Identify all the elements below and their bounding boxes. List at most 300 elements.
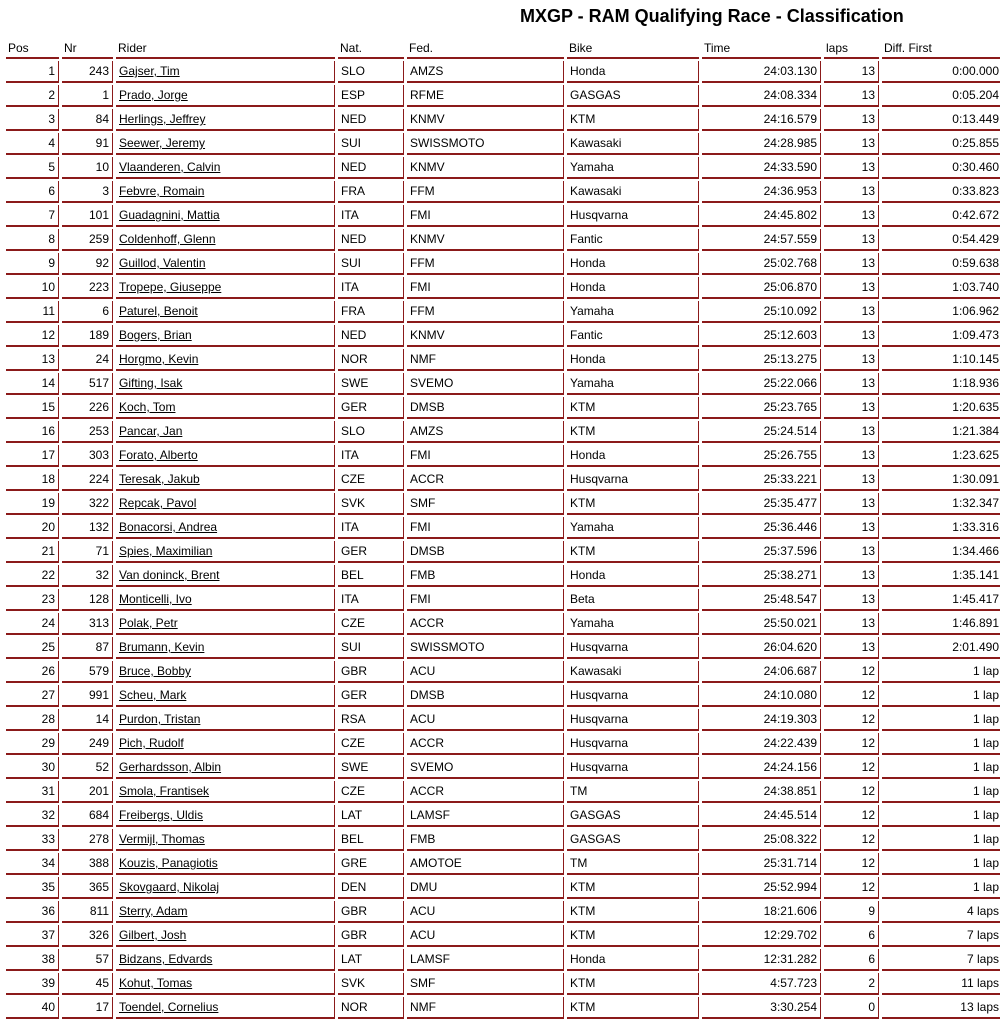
- cell-laps: 13: [824, 637, 879, 659]
- cell-pos: 19: [6, 493, 59, 515]
- cell-pos: 22: [6, 565, 59, 587]
- cell-pos: 18: [6, 469, 59, 491]
- cell-time: 25:12.603: [702, 325, 821, 347]
- cell-fed: AMZS: [407, 421, 564, 443]
- cell-nr: 84: [62, 109, 113, 131]
- cell-laps: 12: [824, 733, 879, 755]
- rider-link[interactable]: Polak, Petr: [119, 616, 178, 630]
- cell-time: 25:48.547: [702, 589, 821, 611]
- rider-link[interactable]: Gilbert, Josh: [119, 928, 187, 942]
- cell-nr: 313: [62, 613, 113, 635]
- cell-diff: 1:06.962: [882, 301, 1000, 323]
- cell-bike: Honda: [567, 565, 699, 587]
- cell-bike: Kawasaki: [567, 181, 699, 203]
- rider-link[interactable]: Spies, Maximilian: [119, 544, 213, 558]
- cell-fed: ACU: [407, 925, 564, 947]
- rider-link[interactable]: Paturel, Benoit: [119, 304, 198, 318]
- table-row: [6, 853, 1000, 875]
- cell-time: 24:45.802: [702, 205, 821, 227]
- rider-link[interactable]: Guadagnini, Mattia: [119, 208, 220, 222]
- cell-diff: 0:25.855: [882, 133, 1000, 155]
- table-row: [6, 301, 1000, 323]
- cell-time: 24:19.303: [702, 709, 821, 731]
- cell-diff: 1:33.316: [882, 517, 1000, 539]
- cell-nr: 101: [62, 205, 113, 227]
- cell-time: 25:23.765: [702, 397, 821, 419]
- col-header-nr: Nr: [62, 39, 113, 59]
- cell-nat: CZE: [338, 469, 404, 491]
- table-row: [6, 61, 1000, 83]
- cell-bike: KTM: [567, 397, 699, 419]
- cell-fed: FFM: [407, 253, 564, 275]
- cell-fed: RFME: [407, 85, 564, 107]
- rider-link[interactable]: Coldenhoff, Glenn: [119, 232, 216, 246]
- cell-laps: 13: [824, 493, 879, 515]
- cell-nr: 223: [62, 277, 113, 299]
- cell-pos: 25: [6, 637, 59, 659]
- cell-bike: Yamaha: [567, 613, 699, 635]
- cell-laps: 12: [824, 829, 879, 851]
- cell-nat: BEL: [338, 829, 404, 851]
- cell-nr: 326: [62, 925, 113, 947]
- cell-diff: 1:35.141: [882, 565, 1000, 587]
- cell-bike: KTM: [567, 925, 699, 947]
- cell-time: 24:22.439: [702, 733, 821, 755]
- cell-pos: 2: [6, 85, 59, 107]
- cell-pos: 16: [6, 421, 59, 443]
- cell-pos: 39: [6, 973, 59, 995]
- cell-nr: 92: [62, 253, 113, 275]
- cell-diff: 1:21.384: [882, 421, 1000, 443]
- cell-diff: 1 lap: [882, 805, 1000, 827]
- cell-nat: FRA: [338, 301, 404, 323]
- cell-pos: 11: [6, 301, 59, 323]
- cell-diff: 0:13.449: [882, 109, 1000, 131]
- cell-bike: Kawasaki: [567, 661, 699, 683]
- cell-pos: 26: [6, 661, 59, 683]
- rider-link[interactable]: Kohut, Tomas: [119, 976, 193, 990]
- table-body: [6, 61, 1000, 1019]
- cell-laps: 12: [824, 805, 879, 827]
- table-row: [6, 253, 1000, 275]
- cell-diff: 7 laps: [882, 949, 1000, 971]
- cell-nr: 322: [62, 493, 113, 515]
- rider-link[interactable]: Brumann, Kevin: [119, 640, 205, 654]
- cell-pos: 3: [6, 109, 59, 131]
- cell-nr: 249: [62, 733, 113, 755]
- rider-link[interactable]: Herlings, Jeffrey: [119, 112, 206, 126]
- cell-nat: NED: [338, 229, 404, 251]
- cell-laps: 12: [824, 661, 879, 683]
- cell-rider: [116, 805, 335, 827]
- cell-rider: [116, 877, 335, 899]
- cell-diff: 1 lap: [882, 877, 1000, 899]
- rider-link[interactable]: Sterry, Adam: [119, 904, 188, 918]
- cell-rider: [116, 253, 335, 275]
- cell-bike: Fantic: [567, 325, 699, 347]
- cell-pos: 4: [6, 133, 59, 155]
- cell-time: 24:38.851: [702, 781, 821, 803]
- cell-nr: 57: [62, 949, 113, 971]
- table-row: [6, 637, 1000, 659]
- table-row: [6, 997, 1000, 1019]
- cell-nr: 71: [62, 541, 113, 563]
- rider-link[interactable]: Scheu, Mark: [119, 688, 187, 702]
- rider-link[interactable]: Freibergs, Uldis: [119, 808, 204, 822]
- cell-rider: [116, 517, 335, 539]
- cell-nat: DEN: [338, 877, 404, 899]
- cell-time: 25:35.477: [702, 493, 821, 515]
- table-row: [6, 973, 1000, 995]
- cell-nr: 259: [62, 229, 113, 251]
- cell-time: 25:02.768: [702, 253, 821, 275]
- cell-pos: 7: [6, 205, 59, 227]
- cell-time: 25:52.994: [702, 877, 821, 899]
- cell-nr: 201: [62, 781, 113, 803]
- rider-link[interactable]: Teresak, Jakub: [119, 472, 200, 486]
- cell-diff: 1:30.091: [882, 469, 1000, 491]
- table-row: [6, 925, 1000, 947]
- cell-laps: 6: [824, 949, 879, 971]
- cell-nr: 684: [62, 805, 113, 827]
- table-row: [6, 397, 1000, 419]
- cell-time: 24:03.130: [702, 61, 821, 83]
- cell-nat: SWE: [338, 757, 404, 779]
- cell-nr: 52: [62, 757, 113, 779]
- cell-nat: GBR: [338, 925, 404, 947]
- cell-bike: Kawasaki: [567, 133, 699, 155]
- cell-fed: AMZS: [407, 61, 564, 83]
- cell-nat: NED: [338, 157, 404, 179]
- page-title: MXGP - RAM Qualifying Race - Classification: [520, 6, 904, 26]
- cell-nr: 128: [62, 589, 113, 611]
- cell-rider: [116, 925, 335, 947]
- cell-laps: 13: [824, 445, 879, 467]
- cell-rider: [116, 997, 335, 1019]
- cell-rider: [116, 493, 335, 515]
- cell-bike: TM: [567, 853, 699, 875]
- rider-link[interactable]: Pich, Rudolf: [119, 736, 184, 750]
- cell-rider: [116, 301, 335, 323]
- cell-fed: AMOTOE: [407, 853, 564, 875]
- cell-nr: 3: [62, 181, 113, 203]
- rider-link[interactable]: Kouzis, Panagiotis: [119, 856, 218, 870]
- col-header-diff: Diff. First: [882, 39, 1000, 59]
- cell-fed: NMF: [407, 997, 564, 1019]
- cell-bike: Fantic: [567, 229, 699, 251]
- cell-nr: 517: [62, 373, 113, 395]
- cell-time: 24:24.156: [702, 757, 821, 779]
- cell-nr: 32: [62, 565, 113, 587]
- cell-nr: 811: [62, 901, 113, 923]
- cell-nat: LAT: [338, 949, 404, 971]
- cell-laps: 12: [824, 877, 879, 899]
- cell-rider: [116, 277, 335, 299]
- cell-bike: GASGAS: [567, 85, 699, 107]
- cell-fed: ACCR: [407, 781, 564, 803]
- col-header-time: Time: [702, 39, 821, 59]
- cell-diff: 11 laps: [882, 973, 1000, 995]
- cell-rider: [116, 445, 335, 467]
- cell-time: 25:24.514: [702, 421, 821, 443]
- cell-nat: SLO: [338, 421, 404, 443]
- cell-time: 24:10.080: [702, 685, 821, 707]
- cell-bike: KTM: [567, 493, 699, 515]
- cell-time: 24:36.953: [702, 181, 821, 203]
- cell-nat: CZE: [338, 781, 404, 803]
- cell-diff: 1:34.466: [882, 541, 1000, 563]
- cell-nr: 253: [62, 421, 113, 443]
- cell-rider: [116, 373, 335, 395]
- cell-nat: ITA: [338, 517, 404, 539]
- cell-time: 24:08.334: [702, 85, 821, 107]
- cell-nat: CZE: [338, 613, 404, 635]
- cell-laps: 13: [824, 613, 879, 635]
- table-row: [6, 133, 1000, 155]
- cell-time: 24:06.687: [702, 661, 821, 683]
- cell-nat: SUI: [338, 133, 404, 155]
- cell-laps: 13: [824, 109, 879, 131]
- cell-laps: 13: [824, 61, 879, 83]
- cell-fed: SVEMO: [407, 757, 564, 779]
- cell-fed: SMF: [407, 973, 564, 995]
- cell-fed: FFM: [407, 181, 564, 203]
- cell-bike: KTM: [567, 421, 699, 443]
- cell-diff: 0:00.000: [882, 61, 1000, 83]
- cell-nr: 14: [62, 709, 113, 731]
- cell-bike: Husqvarna: [567, 757, 699, 779]
- table-row: [6, 349, 1000, 371]
- cell-diff: 1 lap: [882, 757, 1000, 779]
- rider-link[interactable]: Koch, Tom: [119, 400, 176, 414]
- cell-time: 25:31.714: [702, 853, 821, 875]
- cell-pos: 24: [6, 613, 59, 635]
- cell-time: 25:50.021: [702, 613, 821, 635]
- cell-diff: 1:18.936: [882, 373, 1000, 395]
- cell-pos: 28: [6, 709, 59, 731]
- cell-laps: 13: [824, 181, 879, 203]
- cell-bike: Husqvarna: [567, 685, 699, 707]
- rider-link[interactable]: Bonacorsi, Andrea: [119, 520, 218, 534]
- cell-laps: 13: [824, 253, 879, 275]
- cell-nat: GER: [338, 541, 404, 563]
- cell-pos: 27: [6, 685, 59, 707]
- cell-nr: 132: [62, 517, 113, 539]
- cell-nat: GBR: [338, 661, 404, 683]
- cell-nat: SUI: [338, 253, 404, 275]
- table-row: [6, 685, 1000, 707]
- table-row: [6, 85, 1000, 107]
- cell-diff: 0:33.823: [882, 181, 1000, 203]
- cell-laps: 13: [824, 397, 879, 419]
- cell-laps: 0: [824, 997, 879, 1019]
- rider-link[interactable]: Prado, Jorge: [119, 88, 188, 102]
- cell-diff: 1 lap: [882, 829, 1000, 851]
- cell-time: 25:36.446: [702, 517, 821, 539]
- cell-nr: 991: [62, 685, 113, 707]
- cell-nat: LAT: [338, 805, 404, 827]
- rider-link[interactable]: Smola, Frantisek: [119, 784, 210, 798]
- rider-link[interactable]: Pancar, Jan: [119, 424, 183, 438]
- rider-link[interactable]: Bidzans, Edvards: [119, 952, 213, 966]
- cell-nr: 189: [62, 325, 113, 347]
- rider-link[interactable]: Skovgaard, Nikolaj: [119, 880, 220, 894]
- cell-pos: 34: [6, 853, 59, 875]
- cell-laps: 13: [824, 565, 879, 587]
- cell-fed: SVEMO: [407, 373, 564, 395]
- cell-nat: SVK: [338, 973, 404, 995]
- rider-link[interactable]: Bogers, Brian: [119, 328, 192, 342]
- cell-bike: Yamaha: [567, 157, 699, 179]
- cell-nat: NED: [338, 109, 404, 131]
- cell-nr: 388: [62, 853, 113, 875]
- rider-link[interactable]: Gajser, Tim: [119, 64, 180, 78]
- cell-laps: 12: [824, 685, 879, 707]
- cell-laps: 12: [824, 781, 879, 803]
- cell-diff: 1:10.145: [882, 349, 1000, 371]
- cell-pos: 9: [6, 253, 59, 275]
- rider-link[interactable]: Gifting, Isak: [119, 376, 183, 390]
- cell-pos: 1: [6, 61, 59, 83]
- cell-nat: NOR: [338, 997, 404, 1019]
- rider-link[interactable]: Vermijl, Thomas: [119, 832, 205, 846]
- cell-nat: SLO: [338, 61, 404, 83]
- cell-nr: 1: [62, 85, 113, 107]
- cell-diff: 0:54.429: [882, 229, 1000, 251]
- cell-rider: [116, 853, 335, 875]
- cell-fed: FMB: [407, 565, 564, 587]
- cell-time: 25:38.271: [702, 565, 821, 587]
- cell-bike: Yamaha: [567, 373, 699, 395]
- cell-nr: 365: [62, 877, 113, 899]
- table-row: [6, 469, 1000, 491]
- cell-diff: 1:23.625: [882, 445, 1000, 467]
- cell-diff: 1:45.417: [882, 589, 1000, 611]
- cell-time: 12:31.282: [702, 949, 821, 971]
- rider-link[interactable]: Febvre, Romain: [119, 184, 205, 198]
- cell-bike: Honda: [567, 253, 699, 275]
- cell-time: 24:28.985: [702, 133, 821, 155]
- cell-pos: 15: [6, 397, 59, 419]
- cell-pos: 37: [6, 925, 59, 947]
- cell-rider: [116, 469, 335, 491]
- cell-rider: [116, 61, 335, 83]
- cell-laps: 13: [824, 229, 879, 251]
- cell-nat: GER: [338, 397, 404, 419]
- cell-laps: 13: [824, 133, 879, 155]
- rider-link[interactable]: Van doninck, Brent: [119, 568, 220, 582]
- cell-pos: 20: [6, 517, 59, 539]
- cell-nat: GBR: [338, 901, 404, 923]
- cell-diff: 1 lap: [882, 781, 1000, 803]
- cell-diff: 1 lap: [882, 685, 1000, 707]
- cell-rider: [116, 901, 335, 923]
- cell-nr: 278: [62, 829, 113, 851]
- rider-link[interactable]: Tropepe, Giuseppe: [119, 280, 222, 294]
- rider-link[interactable]: Repcak, Pavol: [119, 496, 197, 510]
- table-row: [6, 709, 1000, 731]
- col-header-bike: Bike: [567, 39, 699, 59]
- cell-diff: 2:01.490: [882, 637, 1000, 659]
- cell-nat: SUI: [338, 637, 404, 659]
- cell-time: 24:57.559: [702, 229, 821, 251]
- cell-pos: 17: [6, 445, 59, 467]
- cell-nr: 579: [62, 661, 113, 683]
- cell-laps: 13: [824, 373, 879, 395]
- rider-link[interactable]: Monticelli, Ivo: [119, 592, 192, 606]
- cell-pos: 23: [6, 589, 59, 611]
- col-header-fed: Fed.: [407, 39, 564, 59]
- cell-fed: ACCR: [407, 733, 564, 755]
- rider-link[interactable]: Seewer, Jeremy: [119, 136, 206, 150]
- col-header-rider: Rider: [116, 39, 335, 59]
- cell-laps: 12: [824, 853, 879, 875]
- table-row: [6, 109, 1000, 131]
- cell-nat: CZE: [338, 733, 404, 755]
- cell-rider: [116, 589, 335, 611]
- cell-laps: 9: [824, 901, 879, 923]
- cell-pos: 6: [6, 181, 59, 203]
- rider-link[interactable]: Purdon, Tristan: [119, 712, 201, 726]
- cell-time: 25:08.322: [702, 829, 821, 851]
- cell-nr: 303: [62, 445, 113, 467]
- cell-fed: SWISSMOTO: [407, 637, 564, 659]
- cell-pos: 12: [6, 325, 59, 347]
- cell-time: 24:33.590: [702, 157, 821, 179]
- cell-fed: FMI: [407, 517, 564, 539]
- cell-laps: 13: [824, 301, 879, 323]
- cell-pos: 13: [6, 349, 59, 371]
- cell-bike: KTM: [567, 109, 699, 131]
- classification-table: [3, 37, 1000, 1021]
- cell-nat: BEL: [338, 565, 404, 587]
- cell-rider: [116, 973, 335, 995]
- cell-fed: KNMV: [407, 157, 564, 179]
- table-row: [6, 445, 1000, 467]
- cell-fed: ACCR: [407, 469, 564, 491]
- cell-nat: GER: [338, 685, 404, 707]
- rider-link[interactable]: Bruce, Bobby: [119, 664, 192, 678]
- cell-rider: [116, 229, 335, 251]
- rider-link[interactable]: Gerhardsson, Albin: [119, 760, 222, 774]
- cell-time: 3:30.254: [702, 997, 821, 1019]
- cell-laps: 13: [824, 85, 879, 107]
- cell-nat: ESP: [338, 85, 404, 107]
- cell-nat: SWE: [338, 373, 404, 395]
- rider-link[interactable]: Forato, Alberto: [119, 448, 198, 462]
- cell-pos: 36: [6, 901, 59, 923]
- cell-fed: SWISSMOTO: [407, 133, 564, 155]
- table-row: [6, 421, 1000, 443]
- cell-bike: Yamaha: [567, 517, 699, 539]
- cell-nat: NED: [338, 325, 404, 347]
- cell-nr: 226: [62, 397, 113, 419]
- cell-rider: [116, 133, 335, 155]
- table-row: [6, 565, 1000, 587]
- rider-link[interactable]: Vlaanderen, Calvin: [119, 160, 221, 174]
- rider-link[interactable]: Toendel, Cornelius: [119, 1000, 219, 1014]
- cell-fed: FMI: [407, 277, 564, 299]
- table-row: [6, 661, 1000, 683]
- cell-diff: 0:05.204: [882, 85, 1000, 107]
- cell-fed: ACU: [407, 661, 564, 683]
- cell-laps: 13: [824, 517, 879, 539]
- cell-nat: ITA: [338, 589, 404, 611]
- rider-link[interactable]: Guillod, Valentin: [119, 256, 206, 270]
- cell-time: 25:13.275: [702, 349, 821, 371]
- cell-nr: 6: [62, 301, 113, 323]
- rider-link[interactable]: Horgmo, Kevin: [119, 352, 199, 366]
